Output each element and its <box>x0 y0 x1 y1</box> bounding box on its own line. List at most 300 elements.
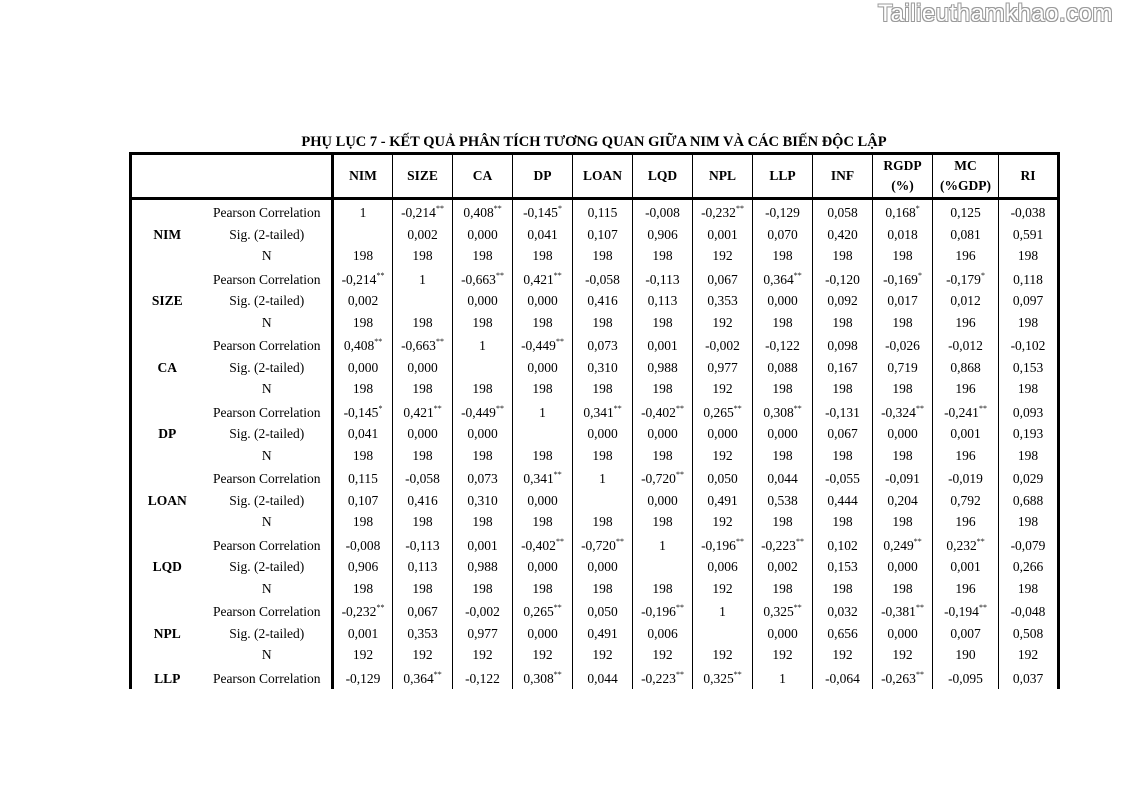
variable-name-cell: SIZE <box>131 290 203 312</box>
value-cell: 0,977 <box>693 357 753 379</box>
value-cell: 0,113 <box>633 290 693 312</box>
value-cell: -0,129 <box>753 199 813 224</box>
value-cell: 0,153 <box>999 357 1059 379</box>
value-cell: 198 <box>393 378 453 400</box>
value-cell: 198 <box>753 378 813 400</box>
value-cell: 0,098 <box>813 333 873 357</box>
variable-name-cell <box>131 578 203 600</box>
value-cell: -0,008 <box>333 533 393 557</box>
column-header: LLP <box>753 154 813 199</box>
value-cell: 192 <box>693 511 753 533</box>
value-cell: 192 <box>693 644 753 666</box>
variable-name-cell <box>131 599 203 623</box>
value-cell: 0,906 <box>633 224 693 246</box>
table-row <box>131 533 1059 557</box>
column-header: INF <box>813 154 873 199</box>
value-cell: 198 <box>333 245 393 267</box>
value-cell: 0,193 <box>999 423 1059 445</box>
value-cell: 198 <box>333 312 393 334</box>
value-cell: 0,092 <box>813 290 873 312</box>
value-cell: -0,663** <box>453 267 513 291</box>
value-cell: -0,131 <box>813 400 873 424</box>
value-cell: 198 <box>873 378 933 400</box>
value-cell: 0,420 <box>813 224 873 246</box>
value-cell: 0,000 <box>393 357 453 379</box>
value-cell: 0,491 <box>573 623 633 645</box>
value-cell: 0,265** <box>513 599 573 623</box>
value-cell: 0,002 <box>333 290 393 312</box>
value-cell: 198 <box>513 445 573 467</box>
value-cell: 0,792 <box>933 490 999 512</box>
value-cell: 198 <box>573 511 633 533</box>
value-cell: 196 <box>933 245 999 267</box>
value-cell: 198 <box>393 511 453 533</box>
column-header: RI <box>999 154 1059 199</box>
value-cell: 198 <box>813 445 873 467</box>
value-cell: 0,001 <box>933 423 999 445</box>
value-cell: 198 <box>873 578 933 600</box>
table-row <box>131 490 1059 512</box>
value-cell: 0,688 <box>999 490 1059 512</box>
table-row <box>131 245 1059 267</box>
variable-name-cell: LQD <box>131 556 203 578</box>
table-row <box>131 599 1059 623</box>
value-cell: 198 <box>453 511 513 533</box>
variable-name-cell <box>131 245 203 267</box>
value-cell: -0,064 <box>813 666 873 690</box>
statistic-label-cell: Pearson Correlation <box>203 400 333 424</box>
value-cell: -0,120 <box>813 267 873 291</box>
page-title: PHỤ LỤC 7 - KẾT QUẢ PHÂN TÍCH TƯƠNG QUAN GIỮA NIM VÀ CÁC BIẾN ĐỘC LẬP <box>301 134 887 150</box>
value-cell: 0,408** <box>333 333 393 357</box>
value-cell: -0,019 <box>933 466 999 490</box>
column-header: SIZE <box>393 154 453 199</box>
value-cell: 0,041 <box>333 423 393 445</box>
value-cell: 0,310 <box>453 490 513 512</box>
value-cell: 198 <box>813 245 873 267</box>
value-cell: -0,196** <box>693 533 753 557</box>
value-cell: 0,050 <box>693 466 753 490</box>
value-cell: 198 <box>753 511 813 533</box>
value-cell: 1 <box>333 199 393 224</box>
value-cell: 0,906 <box>333 556 393 578</box>
value-cell: 0,325** <box>693 666 753 690</box>
value-cell: -0,223** <box>633 666 693 690</box>
value-cell: 198 <box>453 312 513 334</box>
value-cell: 0,167 <box>813 357 873 379</box>
value-cell: 0,115 <box>333 466 393 490</box>
value-cell: 198 <box>873 445 933 467</box>
value-cell: 198 <box>333 378 393 400</box>
value-cell: 0,204 <box>873 490 933 512</box>
value-cell: 0,073 <box>573 333 633 357</box>
value-cell: 0,977 <box>453 623 513 645</box>
value-cell: 198 <box>453 245 513 267</box>
value-cell: -0,002 <box>453 599 513 623</box>
table-row <box>131 511 1059 533</box>
value-cell <box>453 357 513 379</box>
variable-name-cell <box>131 466 203 490</box>
statistic-label-cell: N <box>203 511 333 533</box>
value-cell: 192 <box>333 644 393 666</box>
value-cell: 192 <box>693 312 753 334</box>
value-cell: 198 <box>393 445 453 467</box>
value-cell: 196 <box>933 378 999 400</box>
value-cell: 0,001 <box>333 623 393 645</box>
value-cell: 0,002 <box>393 224 453 246</box>
value-cell: 192 <box>753 644 813 666</box>
value-cell: -0,026 <box>873 333 933 357</box>
value-cell: 198 <box>393 578 453 600</box>
value-cell: 0,341** <box>513 466 573 490</box>
statistic-label-cell: Sig. (2-tailed) <box>203 623 333 645</box>
value-cell: -0,223** <box>753 533 813 557</box>
value-cell: 0,308** <box>513 666 573 690</box>
value-cell: 0,000 <box>573 556 633 578</box>
value-cell: -0,012 <box>933 333 999 357</box>
value-cell: 0,353 <box>693 290 753 312</box>
value-cell: 1 <box>753 666 813 690</box>
value-cell: 0,067 <box>813 423 873 445</box>
value-cell: -0,058 <box>573 267 633 291</box>
value-cell: -0,324** <box>873 400 933 424</box>
value-cell: 0,044 <box>573 666 633 690</box>
value-cell: 198 <box>999 312 1059 334</box>
value-cell: 0,416 <box>393 490 453 512</box>
value-cell: -0,232** <box>693 199 753 224</box>
table-row <box>131 578 1059 600</box>
value-cell: 198 <box>393 312 453 334</box>
value-cell: -0,055 <box>813 466 873 490</box>
value-cell: 198 <box>453 378 513 400</box>
value-cell <box>573 490 633 512</box>
value-cell: 196 <box>933 511 999 533</box>
value-cell: -0,122 <box>453 666 513 690</box>
value-cell: 0,000 <box>393 423 453 445</box>
value-cell: 0,050 <box>573 599 633 623</box>
value-cell: 1 <box>393 267 453 291</box>
value-cell: 198 <box>573 445 633 467</box>
value-cell: 198 <box>873 312 933 334</box>
table-row <box>131 290 1059 312</box>
table-row <box>131 400 1059 424</box>
value-cell: -0,402** <box>633 400 693 424</box>
value-cell: 0,408** <box>453 199 513 224</box>
value-cell <box>333 224 393 246</box>
value-cell: -0,214** <box>393 199 453 224</box>
value-cell: 0,032 <box>813 599 873 623</box>
value-cell: 0,000 <box>453 224 513 246</box>
value-cell: 0,093 <box>999 400 1059 424</box>
variable-name-cell <box>131 312 203 334</box>
value-cell: -0,449** <box>513 333 573 357</box>
value-cell: 192 <box>813 644 873 666</box>
value-cell: -0,113 <box>633 267 693 291</box>
variable-name-cell: NPL <box>131 623 203 645</box>
value-cell: 0,001 <box>693 224 753 246</box>
value-cell: 0,000 <box>573 423 633 445</box>
value-cell: 0,102 <box>813 533 873 557</box>
statistic-label-cell: Pearson Correlation <box>203 333 333 357</box>
table-row <box>131 312 1059 334</box>
value-cell: 0,000 <box>693 423 753 445</box>
statistic-label-cell: N <box>203 644 333 666</box>
header-stat-cell <box>203 154 333 199</box>
value-cell: 0,000 <box>453 290 513 312</box>
column-header: RGDP (%) <box>873 154 933 199</box>
value-cell: 0,000 <box>753 423 813 445</box>
value-cell: -0,008 <box>633 199 693 224</box>
value-cell: 0,364** <box>393 666 453 690</box>
value-cell <box>393 290 453 312</box>
value-cell: -0,145* <box>333 400 393 424</box>
value-cell: 198 <box>753 245 813 267</box>
value-cell: 0,097 <box>999 290 1059 312</box>
value-cell: 0,067 <box>393 599 453 623</box>
value-cell: 0,000 <box>513 490 573 512</box>
value-cell: 0,002 <box>753 556 813 578</box>
value-cell: 0,044 <box>753 466 813 490</box>
value-cell: 1 <box>693 599 753 623</box>
value-cell: 192 <box>693 445 753 467</box>
value-cell: -0,720** <box>633 466 693 490</box>
value-cell: 196 <box>933 312 999 334</box>
value-cell: 0,001 <box>453 533 513 557</box>
statistic-label-cell: Sig. (2-tailed) <box>203 290 333 312</box>
statistic-label-cell: Sig. (2-tailed) <box>203 423 333 445</box>
value-cell: 0,416 <box>573 290 633 312</box>
value-cell: 0,000 <box>633 490 693 512</box>
watermark: Tailieuthamkhao.com <box>878 0 1113 27</box>
variable-name-cell <box>131 533 203 557</box>
value-cell: -0,113 <box>393 533 453 557</box>
value-cell: 196 <box>933 445 999 467</box>
value-cell: 0,118 <box>999 267 1059 291</box>
value-cell: 0,000 <box>873 423 933 445</box>
table-row <box>131 378 1059 400</box>
value-cell: 0,000 <box>633 423 693 445</box>
statistic-label-cell: N <box>203 245 333 267</box>
value-cell: -0,079 <box>999 533 1059 557</box>
table-row <box>131 623 1059 645</box>
table-row <box>131 267 1059 291</box>
value-cell: 0,006 <box>633 623 693 645</box>
value-cell: 198 <box>633 511 693 533</box>
value-cell: 0,000 <box>453 423 513 445</box>
value-cell: 0,070 <box>753 224 813 246</box>
value-cell: 0,265** <box>693 400 753 424</box>
value-cell: 0,308** <box>753 400 813 424</box>
value-cell: 0,018 <box>873 224 933 246</box>
value-cell: 198 <box>633 312 693 334</box>
value-cell: 198 <box>453 578 513 600</box>
value-cell: -0,091 <box>873 466 933 490</box>
variable-name-cell: LOAN <box>131 490 203 512</box>
value-cell: -0,129 <box>333 666 393 690</box>
value-cell: -0,169* <box>873 267 933 291</box>
value-cell: 0,000 <box>513 290 573 312</box>
column-header: LOAN <box>573 154 633 199</box>
statistic-label-cell: N <box>203 312 333 334</box>
value-cell: 0,000 <box>753 623 813 645</box>
value-cell: 0,168* <box>873 199 933 224</box>
table-row <box>131 333 1059 357</box>
value-cell: 198 <box>999 378 1059 400</box>
value-cell: -0,449** <box>453 400 513 424</box>
value-cell: 0,000 <box>513 357 573 379</box>
statistic-label-cell: Pearson Correlation <box>203 199 333 224</box>
value-cell: 192 <box>999 644 1059 666</box>
value-cell: 0,421** <box>393 400 453 424</box>
value-cell: 198 <box>999 245 1059 267</box>
value-cell: 198 <box>573 378 633 400</box>
value-cell: 198 <box>333 578 393 600</box>
value-cell: -0,048 <box>999 599 1059 623</box>
value-cell: 0,719 <box>873 357 933 379</box>
correlation-table <box>129 152 1060 689</box>
value-cell: 0,001 <box>933 556 999 578</box>
value-cell: 0,058 <box>813 199 873 224</box>
value-cell: 198 <box>813 312 873 334</box>
value-cell: 0,249** <box>873 533 933 557</box>
table-row <box>131 199 1059 224</box>
variable-name-cell <box>131 267 203 291</box>
value-cell: 0,073 <box>453 466 513 490</box>
value-cell: -0,122 <box>753 333 813 357</box>
statistic-label-cell: Pearson Correlation <box>203 267 333 291</box>
value-cell: 0,000 <box>753 290 813 312</box>
statistic-label-cell: N <box>203 578 333 600</box>
variable-name-cell <box>131 644 203 666</box>
value-cell: 0,001 <box>633 333 693 357</box>
value-cell: -0,102 <box>999 333 1059 357</box>
value-cell: -0,196** <box>633 599 693 623</box>
statistic-label-cell: Sig. (2-tailed) <box>203 224 333 246</box>
value-cell: 198 <box>999 511 1059 533</box>
value-cell: 198 <box>873 511 933 533</box>
value-cell: 0,988 <box>453 556 513 578</box>
value-cell: 198 <box>753 312 813 334</box>
value-cell: 0,000 <box>873 556 933 578</box>
variable-name-cell <box>131 199 203 224</box>
value-cell: 0,107 <box>333 490 393 512</box>
value-cell: 192 <box>693 245 753 267</box>
value-cell: 198 <box>393 245 453 267</box>
value-cell: 192 <box>393 644 453 666</box>
value-cell: 0,007 <box>933 623 999 645</box>
value-cell: -0,002 <box>693 333 753 357</box>
value-cell: 198 <box>513 378 573 400</box>
value-cell: 0,232** <box>933 533 999 557</box>
variable-name-cell <box>131 378 203 400</box>
value-cell: 198 <box>333 445 393 467</box>
column-header: LQD <box>633 154 693 199</box>
variable-name-cell: NIM <box>131 224 203 246</box>
value-cell: -0,194** <box>933 599 999 623</box>
value-cell: -0,241** <box>933 400 999 424</box>
value-cell: 198 <box>753 445 813 467</box>
value-cell: -0,214** <box>333 267 393 291</box>
column-header: CA <box>453 154 513 199</box>
value-cell: 198 <box>633 578 693 600</box>
variable-name-cell <box>131 445 203 467</box>
value-cell: 0,353 <box>393 623 453 645</box>
value-cell <box>693 623 753 645</box>
statistic-label-cell: N <box>203 378 333 400</box>
value-cell: 0,310 <box>573 357 633 379</box>
value-cell: 198 <box>633 245 693 267</box>
value-cell: 0,000 <box>513 623 573 645</box>
value-cell: -0,232** <box>333 599 393 623</box>
value-cell: 0,000 <box>873 623 933 645</box>
value-cell: 0,081 <box>933 224 999 246</box>
value-cell: 198 <box>813 378 873 400</box>
value-cell: 0,037 <box>999 666 1059 690</box>
table-row <box>131 423 1059 445</box>
header-var-cell <box>131 154 203 199</box>
value-cell: -0,179* <box>933 267 999 291</box>
value-cell: -0,058 <box>393 466 453 490</box>
value-cell: 0,067 <box>693 267 753 291</box>
value-cell: 198 <box>573 578 633 600</box>
value-cell: 198 <box>513 312 573 334</box>
value-cell: -0,038 <box>999 199 1059 224</box>
value-cell: -0,381** <box>873 599 933 623</box>
value-cell: 0,266 <box>999 556 1059 578</box>
value-cell: 198 <box>999 445 1059 467</box>
value-cell: 198 <box>753 578 813 600</box>
value-cell: 1 <box>633 533 693 557</box>
value-cell: 0,125 <box>933 199 999 224</box>
value-cell: 0,107 <box>573 224 633 246</box>
value-cell <box>513 423 573 445</box>
value-cell: 192 <box>633 644 693 666</box>
value-cell: 0,088 <box>753 357 813 379</box>
value-cell: 0,153 <box>813 556 873 578</box>
table-row <box>131 224 1059 246</box>
value-cell: 0,591 <box>999 224 1059 246</box>
column-header: DP <box>513 154 573 199</box>
statistic-label-cell: Sig. (2-tailed) <box>203 490 333 512</box>
value-cell: 0,000 <box>513 556 573 578</box>
value-cell: -0,402** <box>513 533 573 557</box>
table-row <box>131 357 1059 379</box>
value-cell: 192 <box>693 378 753 400</box>
table-row <box>131 644 1059 666</box>
value-cell: 0,444 <box>813 490 873 512</box>
value-cell: 198 <box>513 245 573 267</box>
value-cell: 0,868 <box>933 357 999 379</box>
value-cell: 198 <box>573 245 633 267</box>
column-header: NPL <box>693 154 753 199</box>
table-body <box>131 199 1059 690</box>
value-cell: 198 <box>513 511 573 533</box>
value-cell: 0,041 <box>513 224 573 246</box>
value-cell: 198 <box>813 511 873 533</box>
column-header: MC (%GDP) <box>933 154 999 199</box>
value-cell: 0,000 <box>333 357 393 379</box>
table-row <box>131 466 1059 490</box>
value-cell: 0,341** <box>573 400 633 424</box>
statistic-label-cell: Pearson Correlation <box>203 666 333 690</box>
statistic-label-cell: Sig. (2-tailed) <box>203 357 333 379</box>
value-cell: 0,113 <box>393 556 453 578</box>
value-cell: 190 <box>933 644 999 666</box>
variable-name-cell: DP <box>131 423 203 445</box>
table-row <box>131 445 1059 467</box>
value-cell: 0,006 <box>693 556 753 578</box>
statistic-label-cell: Pearson Correlation <box>203 599 333 623</box>
